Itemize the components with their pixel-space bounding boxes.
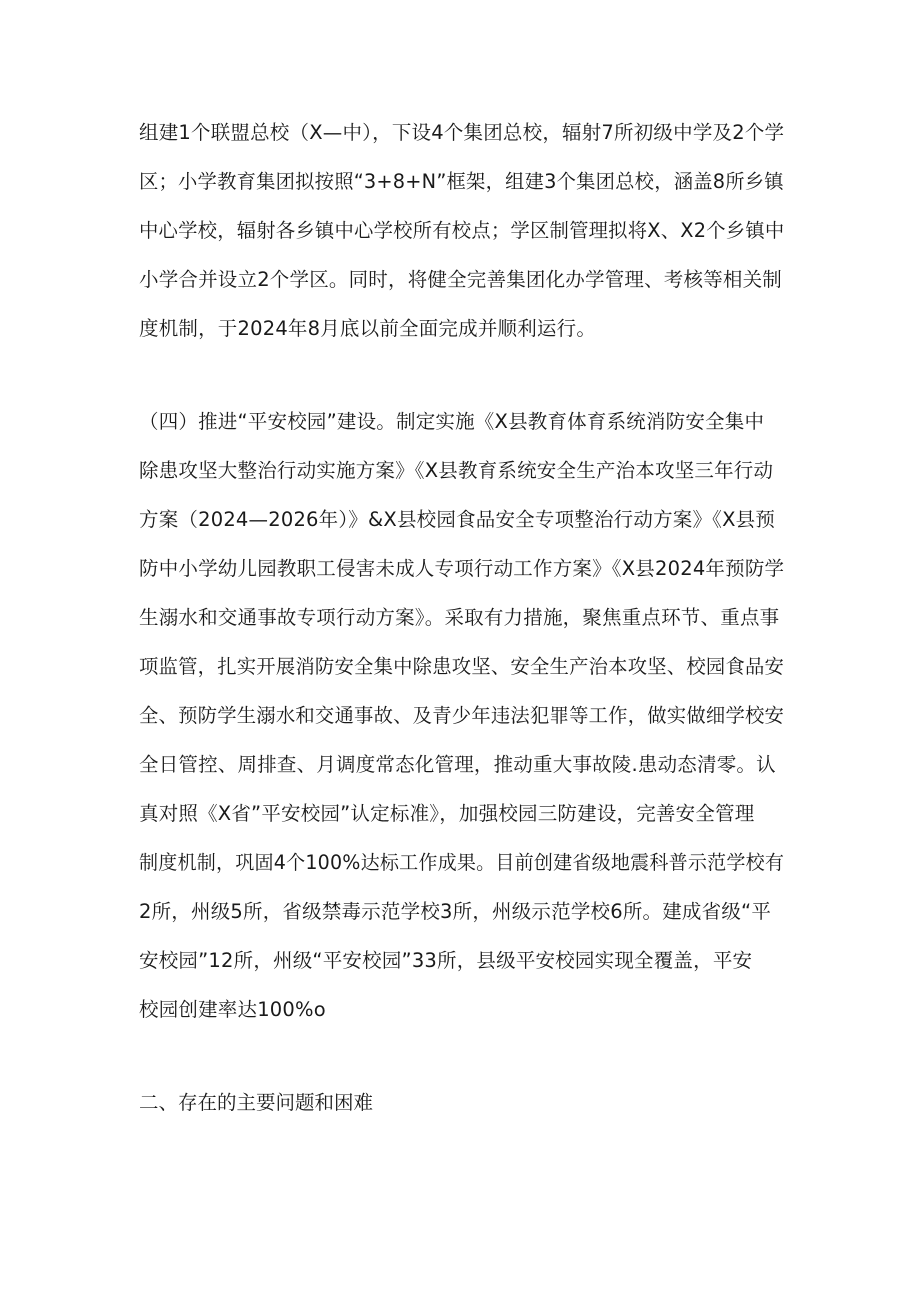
paragraph-line: 中心学校，辐射各乡镇中心学校所有校点；学区制管理拟将X、X2个乡镇中 xyxy=(139,219,785,242)
section-heading: 二、存在的主要问题和困难 xyxy=(139,1091,374,1114)
paragraph-line: 制度机制，巩固4个100%达标工作成果。目前创建省级地震科普示范学校有 xyxy=(139,851,785,874)
paragraph-line: 度机制，于2024年8月底以前全面完成并顺利运行。 xyxy=(139,317,597,340)
paragraph-line: 2所，州级5所，省级禁毒示范学校3所，州级示范学校6所。建成省级“平 xyxy=(139,900,772,923)
paragraph-line: （四）推进“平安校园”建设。制定实施《X县教育体育系统消防安全集中 xyxy=(139,410,765,433)
paragraph-line: 生溺水和交通事故专项行动方案》。采取有力措施，聚焦重点环节、重点事 xyxy=(139,606,780,629)
paragraph-line: 方案（2024—2026年）》&X县校园食品安全专项整治行动方案》《X县预 xyxy=(139,508,776,531)
paragraph-line: 小学合并设立2个学区。同时，将健全完善集团化办学管理、考核等相关制 xyxy=(139,268,783,291)
paragraph-line: 组建1个联盟总校（X—中），下设4个集团总校，辐射7所初级中学及2个学 xyxy=(139,121,785,144)
paragraph-line: 防中小学幼儿园教职工侵害未成人专项行动工作方案》《X县2024年预防学 xyxy=(139,557,785,580)
paragraph-line: 校园创建率达100%o xyxy=(139,998,326,1021)
paragraph-line: 项监管，扎实开展消防安全集中除患攻坚、安全生产治本攻坚、校园食品安 xyxy=(139,655,785,678)
paragraph-line: 除患攻坚大整治行动实施方案》《X县教育系统安全生产治本攻坚三年行动 xyxy=(139,459,774,482)
paragraph-line: 全、预防学生溺水和交通事故、及青少年违法犯罪等工作，做实做细学校安 xyxy=(139,704,785,727)
paragraph-line: 安校园”12所，州级“平安校园”33所，县级平安校园实现全覆盖，平安 xyxy=(139,949,753,972)
paragraph-line: 区；小学教育集团拟按照“3+8+N”框架，组建3个集团总校，涵盖8所乡镇 xyxy=(139,170,784,193)
paragraph-line: 真对照《X省”平安校园”认定标准》，加强校园三防建设，完善安全管理 xyxy=(139,802,755,825)
paragraph-line: 全日管控、周排查、月调度常态化管理，推动重大事故陵.患动态清零。认 xyxy=(139,753,776,776)
